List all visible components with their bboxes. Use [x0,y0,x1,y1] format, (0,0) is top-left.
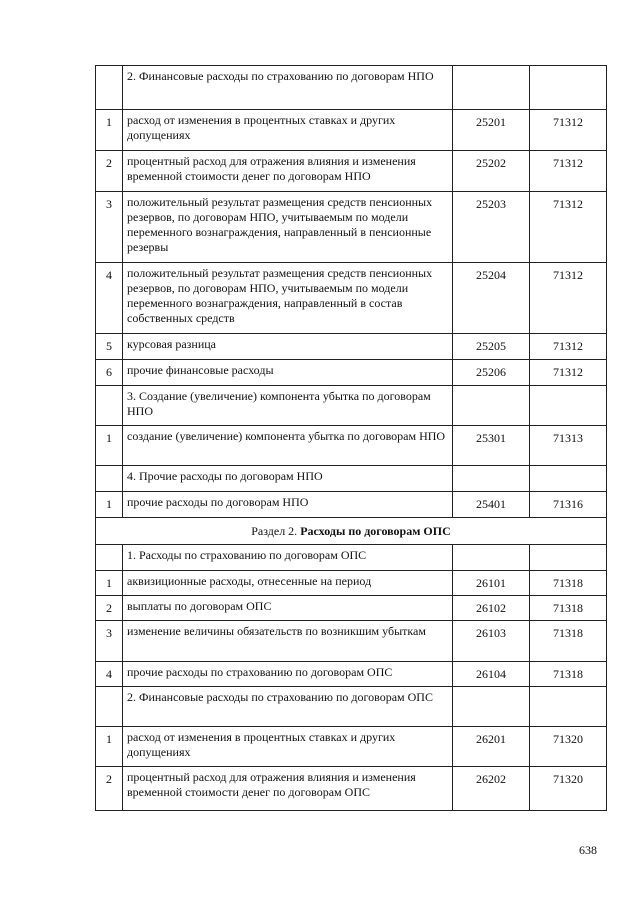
row-number: 2 [96,151,123,192]
accounts-table [95,65,607,811]
row-account: 71312 [530,151,607,192]
row-description: курсовая разница [123,334,453,360]
table-row [96,151,607,192]
section-prefix: Раздел 2. [251,524,301,538]
row-account: 71318 [530,571,607,596]
row-code: 25203 [453,192,530,263]
row-description: процентный расход для отражения влияния и изменения временной стоимости денег по договорам ОПС [123,767,453,811]
row-number [96,466,123,492]
row-number: 1 [96,426,123,466]
row-number [96,66,123,110]
table-row [96,492,607,518]
group-title: 2. Финансовые расходы по страхованию по договорам ОПС [123,687,453,727]
row-code: 26201 [453,727,530,767]
table-row [96,334,607,360]
row-number: 4 [96,263,123,334]
row-account [530,66,607,110]
group-title: 2. Финансовые расходы по страхованию по договорам НПО [123,66,453,110]
row-number: 1 [96,492,123,518]
row-description: процентный расход для отражения влияния и изменения временной стоимости денег по договорам НПО [123,151,453,192]
row-code [453,545,530,571]
group-header-row [96,386,607,426]
row-description: прочие финансовые расходы [123,360,453,386]
group-title: 3. Создание (увеличение) компонента убытка по договорам НПО [123,386,453,426]
row-code: 25401 [453,492,530,518]
row-number: 4 [96,662,123,687]
section-name: Расходы по договорам ОПС [300,524,451,538]
table-row [96,192,607,263]
row-description: выплаты по договорам ОПС [123,596,453,621]
row-code [453,687,530,727]
section-title [96,518,607,545]
row-description: прочие расходы по страхованию по договорам ОПС [123,662,453,687]
row-number: 2 [96,596,123,621]
table-row [96,767,607,811]
row-description: аквизиционные расходы, отнесенные на период [123,571,453,596]
section-row [96,518,607,545]
group-header-row [96,466,607,492]
group-title: 4. Прочие расходы по договорам НПО [123,466,453,492]
row-code [453,66,530,110]
row-code: 26202 [453,767,530,811]
group-header-row [96,66,607,110]
row-account: 71316 [530,492,607,518]
row-description: изменение величины обязательств по возникшим убыткам [123,621,453,662]
table-row [96,621,607,662]
row-number: 5 [96,334,123,360]
row-account: 71320 [530,767,607,811]
table-row [96,263,607,334]
row-code: 26101 [453,571,530,596]
row-account [530,687,607,727]
row-account [530,545,607,571]
row-number [96,687,123,727]
row-description: расход от изменения в процентных ставках и других допущениях [123,727,453,767]
row-code: 26104 [453,662,530,687]
row-number: 1 [96,571,123,596]
group-header-row [96,545,607,571]
row-code: 25201 [453,110,530,151]
row-number: 1 [96,110,123,151]
row-code: 26103 [453,621,530,662]
row-description: расход от изменения в процентных ставках и других допущениях [123,110,453,151]
row-description: положительный результат размещения средств пенсионных резервов, по договорам НПО, учитываемым по модели переменного вознаграждения, направленный в состав собственных средств [123,263,453,334]
row-number: 3 [96,192,123,263]
row-account: 71318 [530,662,607,687]
row-account: 71318 [530,621,607,662]
row-number: 6 [96,360,123,386]
row-account: 71312 [530,192,607,263]
row-code: 25204 [453,263,530,334]
row-code [453,466,530,492]
row-number: 2 [96,767,123,811]
row-code: 25205 [453,334,530,360]
row-account: 71313 [530,426,607,466]
table-row [96,571,607,596]
table-row [96,360,607,386]
table-row [96,727,607,767]
row-account: 71318 [530,596,607,621]
page-number: 638 [579,843,597,857]
row-account: 71312 [530,263,607,334]
row-account: 71320 [530,727,607,767]
row-code: 26102 [453,596,530,621]
table-row [96,662,607,687]
row-code [453,386,530,426]
row-account [530,466,607,492]
row-description: положительный результат размещения средств пенсионных резервов, по договорам НПО, учитываемым по модели переменного вознаграждения, направленный в пенсионные резервы [123,192,453,263]
row-account: 71312 [530,360,607,386]
accounts-table-body [96,66,607,811]
table-row [96,110,607,151]
row-code: 25301 [453,426,530,466]
row-number [96,386,123,426]
row-number: 3 [96,621,123,662]
row-account: 71312 [530,334,607,360]
row-account: 71312 [530,110,607,151]
group-header-row [96,687,607,727]
table-row [96,426,607,466]
row-description: создание (увеличение) компонента убытка по договорам НПО [123,426,453,466]
row-description: прочие расходы по договорам НПО [123,492,453,518]
row-number [96,545,123,571]
table-row [96,596,607,621]
row-code: 25202 [453,151,530,192]
row-account [530,386,607,426]
row-number: 1 [96,727,123,767]
group-title: 1. Расходы по страхованию по договорам ОПС [123,545,453,571]
row-code: 25206 [453,360,530,386]
